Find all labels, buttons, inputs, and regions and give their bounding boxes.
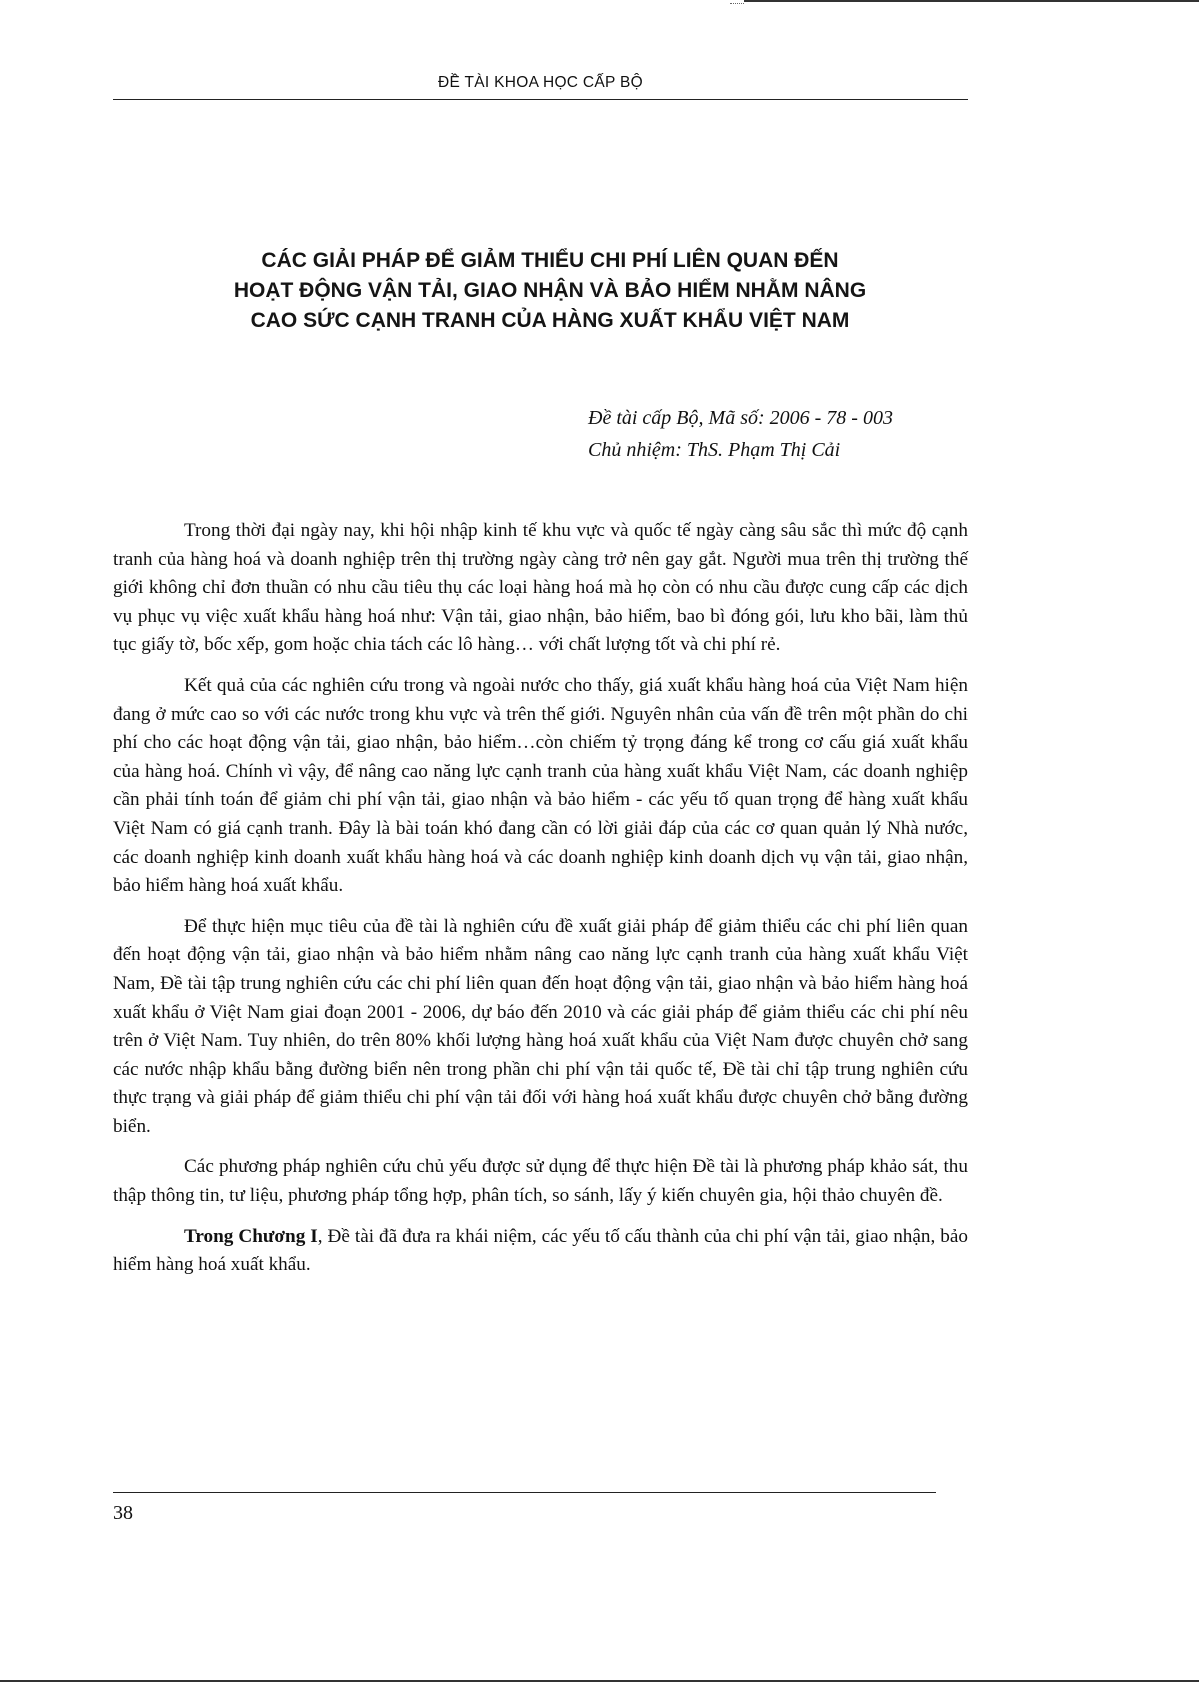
header-rule <box>113 99 968 100</box>
body-paragraph: Trong thời đại ngày nay, khi hội nhập kinh tế khu vực và quốc tế ngày càng sâu sắc thì mức độ cạnh tranh của hàng hoá và doanh nghiệp trên thị trường ngày càng trở nên gay gắt. Người mua trên thị trường thế giới không chỉ đơn thuần có nhu cầu tiêu thụ các loại hàng hoá mà họ còn có nhu cầu được cung cấp các dịch vụ phục vụ việc xuất khẩu hàng hoá như: Vận tải, giao nhận, bảo hiểm, bao bì đóng gói, lưu kho bãi, làm thủ tục giấy tờ, bốc xếp, gom hoặc chia tách các lô hàng… với chất lượng tốt và chi phí rẻ. <box>113 520 968 656</box>
page-number: 38 <box>113 1502 133 1524</box>
top-edge-rule <box>744 0 1199 2</box>
title-line: CÁC GIẢI PHÁP ĐỂ GIẢM THIỂU CHI PHÍ LIÊN QUAN ĐẾN <box>261 249 839 272</box>
project-code: Đề tài cấp Bộ, Mã số: 2006 - 78 - 003 <box>588 407 893 429</box>
article-body <box>113 517 968 1280</box>
top-dotted-mark <box>730 3 744 4</box>
article-meta <box>588 402 893 466</box>
body-paragraph: Để thực hiện mục tiêu của đề tài là nghiên cứu đề xuất giải pháp để giảm thiểu các chi phí liên quan đến hoạt động vận tải, giao nhận và bảo hiểm nhằm nâng cao năng lực cạnh tranh của hàng xuất khẩu Việt Nam, Đề tài tập trung nghiên cứu các chi phí liên quan đến hoạt động vận tải, giao nhận và bảo hiểm hàng hoá xuất khẩu ở Việt Nam giai đoạn 2001 - 2006, dự báo đến 2010 và các giải pháp để giảm thiểu các chi phí nêu trên ở Việt Nam. Tuy nhiên, do trên 80% khối lượng hàng hoá xuất khẩu của Việt Nam được chuyên chở sang các nước nhập khẩu bằng đường biển nên trong phần chi phí vận tải quốc tế, Đề tài chỉ tập trung nghiên cứu thực trạng và giải pháp để giảm thiểu chi phí vận tải đối với hàng hoá xuất khẩu được chuyên chở bằng đường biển. <box>113 915 968 1137</box>
body-paragraph-chapter-one <box>113 1223 968 1280</box>
bottom-edge-rule <box>0 1680 1199 1682</box>
running-header: ĐỀ TÀI KHOA HỌC CẤP BỘ <box>438 74 643 91</box>
article-title <box>150 246 950 336</box>
body-paragraph: Các phương pháp nghiên cứu chủ yếu được sử dụng để thực hiện Đề tài là phương pháp khảo sát, thu thập thông tin, tư liệu, phương pháp tổng hợp, phân tích, so sánh, lấy ý kiến chuyên gia, hội thảo chuyên đề. <box>113 1156 968 1207</box>
title-line: CAO SỨC CẠNH TRANH CỦA HÀNG XUẤT KHẨU VIỆT NAM <box>250 309 850 332</box>
chapter-lead-bold: Trong Chương I <box>184 1225 318 1247</box>
body-paragraph: Kết quả của các nghiên cứu trong và ngoài nước cho thấy, giá xuất khẩu hàng hoá của Việt Nam hiện đang ở mức cao so với các nước trong khu vực và trên thế giới. Nguyên nhân của vấn đề trên một phần do chi phí cho các hoạt động vận tải, giao nhận, bảo hiểm…còn chiếm tỷ trọng đáng kể trong cơ cấu giá xuất khẩu của hàng hoá. Chính vì vậy, để nâng cao năng lực cạnh tranh của hàng xuất khẩu Việt Nam, các doanh nghiệp cần phải tính toán để giảm chi phí vận tải, giao nhận và bảo hiểm - các yếu tố quan trọng để hàng xuất khẩu Việt Nam có giá cạnh tranh. Đây là bài toán khó đang cần có lời giải đáp của các cơ quan quản lý Nhà nước, các doanh nghiệp kinh doanh xuất khẩu hàng hoá và các doanh nghiệp kinh doanh dịch vụ vận tải, giao nhận, bảo hiểm hàng hoá xuất khẩu. <box>113 674 968 897</box>
title-line: HOẠT ĐỘNG VẬN TẢI, GIAO NHẬN VÀ BẢO HIỂM NHẰM NÂNG <box>233 279 867 302</box>
chapter-lead-text: , Đề tài đã đưa ra khái niệm, các yếu tố cấu thành của chi phí vận tải, giao nhận, bảo hiểm hàng hoá xuất khẩu. <box>113 1225 968 1276</box>
footer-rule <box>113 1492 936 1493</box>
project-lead: Chủ nhiệm: ThS. Phạm Thị Cải <box>588 439 841 461</box>
